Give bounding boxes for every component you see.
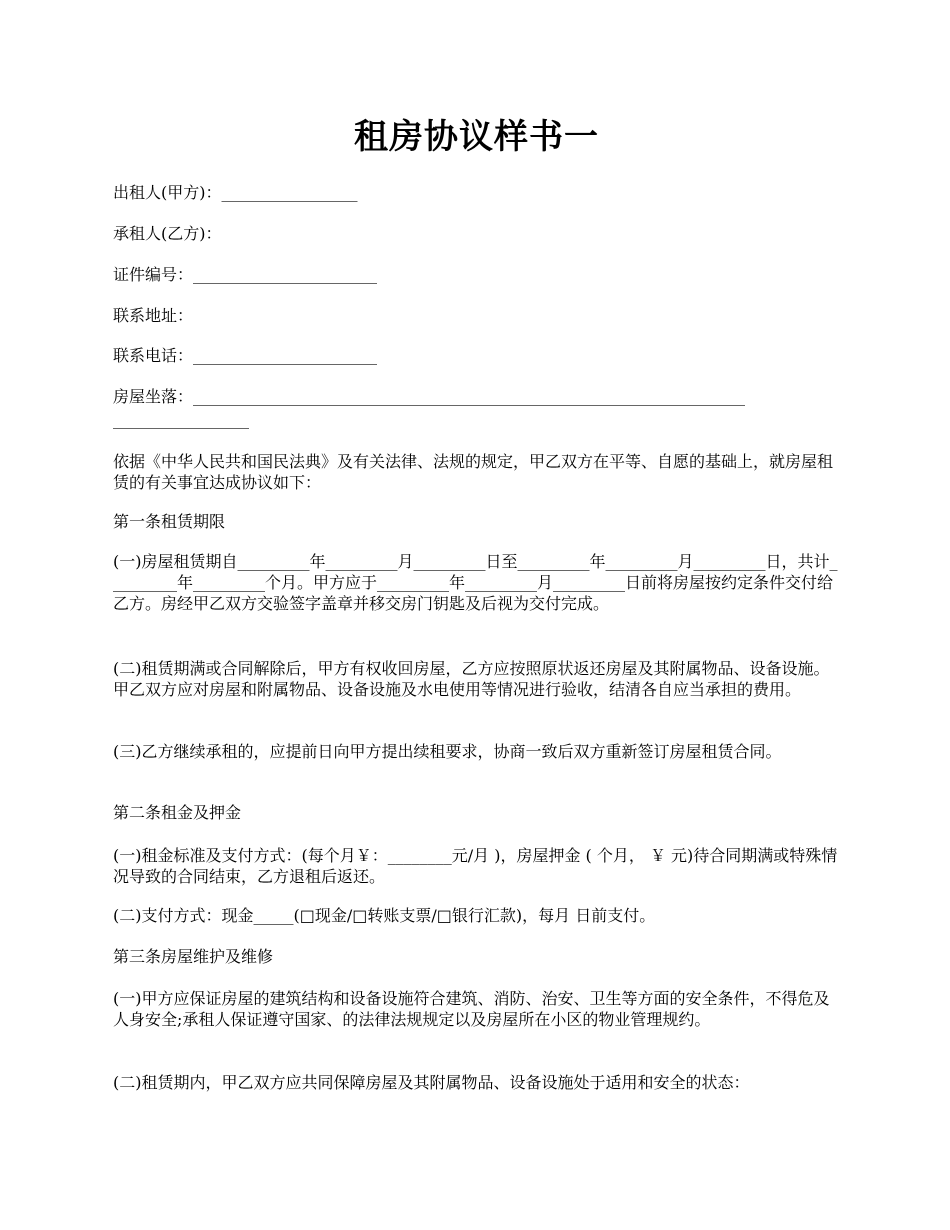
id-number-field: 证件编号：_______________________	[113, 265, 378, 284]
article-3-heading: 第三条房屋维护及维修	[113, 947, 274, 966]
phone-field: 联系电话：_______________________	[113, 346, 378, 365]
address-field: 联系地址：	[113, 306, 194, 325]
article-2-clause-1: (一)租金标准及支付方式：(每个月￥：________元/月 )，房屋押金 ( 个月， ￥ 元)待合同期满或特殊情况导致的合同结束，乙方退租后返还。	[113, 846, 838, 886]
article-3-clause-1: (一)甲方应保证房屋的建筑结构和设备设施符合建筑、消防、治安、卫生等方面的安全条件，不得危及人身安全;承租人保证遵守国家、的法律法规规定以及房屋所在小区的物业管理规约。	[113, 989, 830, 1029]
lessee-field: 承租人(乙方)：	[113, 224, 222, 243]
document-title: 租房协议样书一	[354, 117, 599, 157]
property-location-field: 房屋坐落：_____________________________________________________________________	[113, 387, 746, 406]
property-location-continuation: _________________	[113, 410, 249, 429]
article-1-clause-1: (一)房屋租赁期自_________年_________月_________日至_________年_________月_________日，共计_________年_________个月。甲方应于_________年_________月_________日前将房屋按约定条件交付给乙方。房经甲乙双方交验签字盖章并移交房门钥匙及后视为交付完成。	[113, 552, 838, 613]
article-1-heading: 第一条租赁期限	[113, 512, 226, 531]
article-1-clause-2: (二)租赁期满或合同解除后，甲方有权收回房屋，乙方应按照原状返还房屋及其附属物品、设备设施。甲乙双方应对房屋和附属物品、设备设施及水电使用等情况进行验收，结清各自应当承担的费用。	[113, 659, 830, 699]
lessor-field: 出租人(甲方)：_________________	[113, 183, 358, 202]
article-2-heading: 第二条租金及押金	[113, 803, 242, 822]
article-1-clause-3: (三)乙方继续承租的，应提前日向甲方提出续租要求，协商一致后双方重新签订房屋租赁合同。	[113, 742, 782, 761]
article-2-clause-2: (二)支付方式：现金_____(□现金/□转账支票/□银行汇款)，每月 日前支付。	[113, 906, 656, 925]
article-3-clause-2: (二)租赁期内，甲乙双方应共同保障房屋及其附属物品、设备设施处于适用和安全的状态：	[113, 1073, 750, 1092]
intro-paragraph: 依据《中华人民共和国民法典》及有关法律、法规的规定，甲乙双方在平等、自愿的基础上，就房屋租赁的有关事宜达成协议如下：	[113, 452, 834, 492]
